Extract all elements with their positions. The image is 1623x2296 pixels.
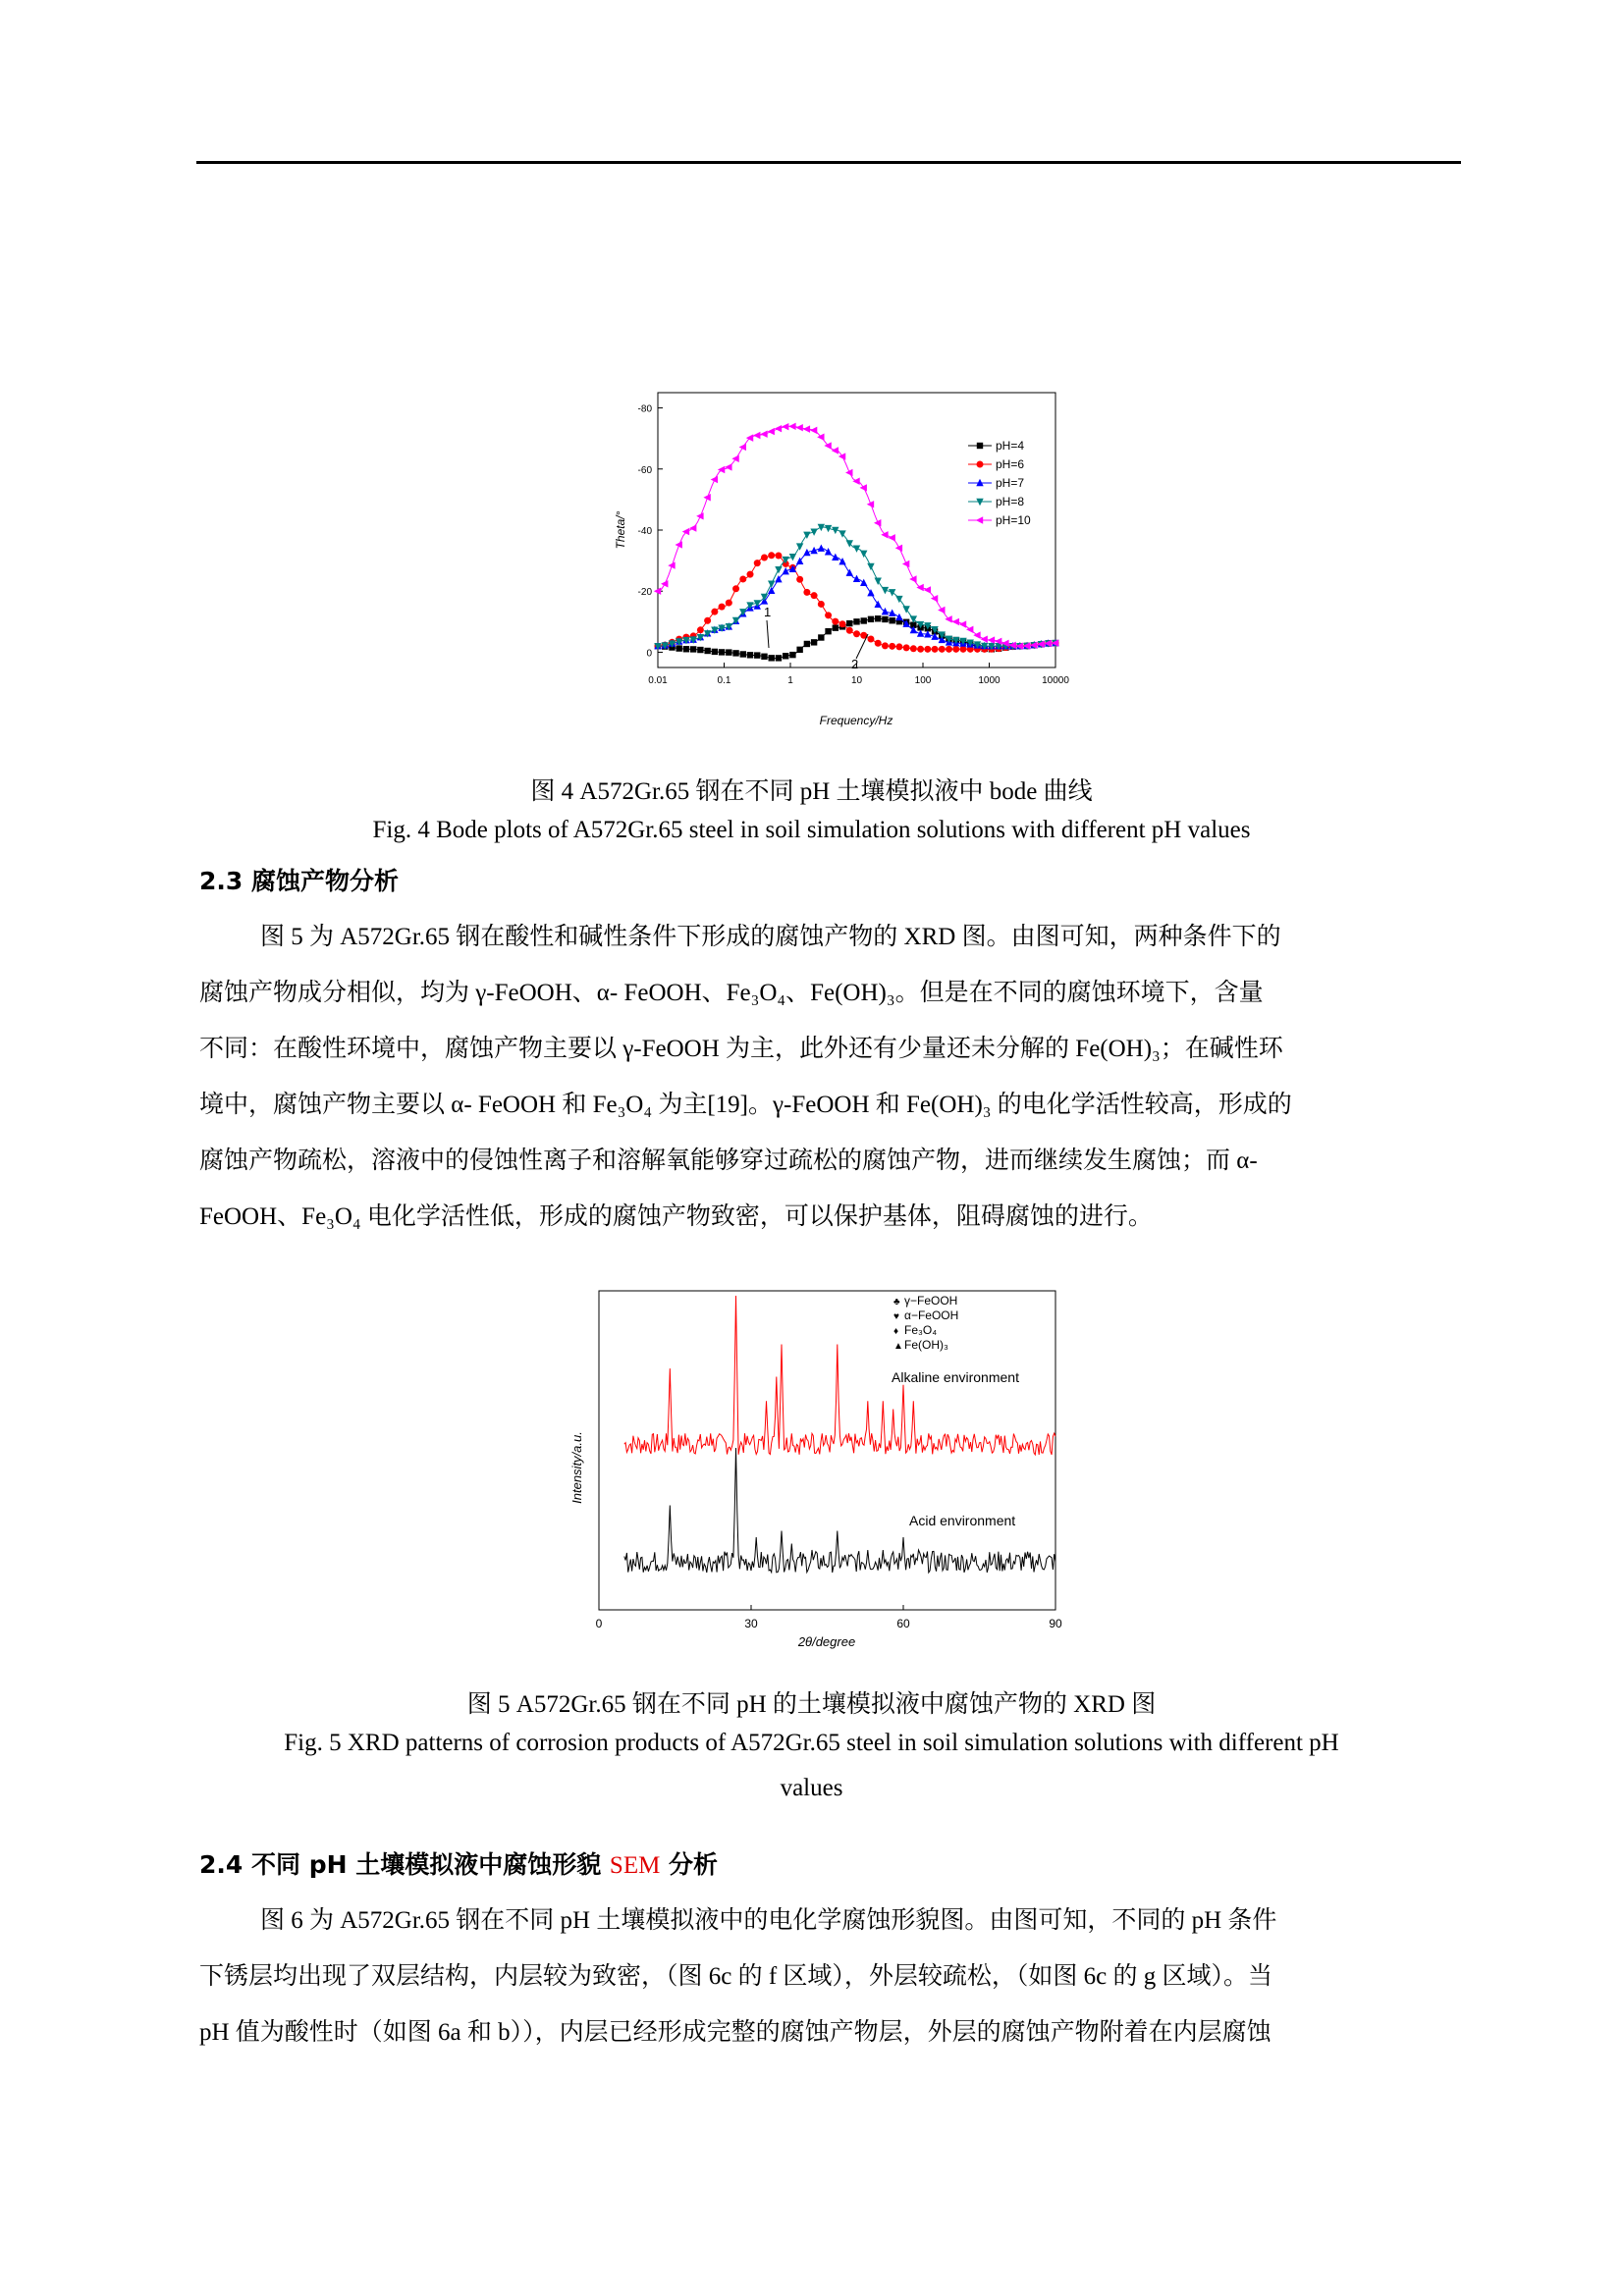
- paragraph-line: 腐蚀产物成分相似，均为 γ-FeOOH、α- FeOOH、Fe₃O₄、Fe(OH)₃。但是在不同的腐蚀环境下，含量: [199, 980, 1264, 1006]
- data-point: [832, 618, 839, 625]
- data-point: [825, 628, 831, 634]
- data-point: [761, 554, 768, 561]
- data-point: [853, 618, 859, 624]
- data-point: [832, 447, 839, 454]
- data-point: [867, 501, 874, 507]
- data-point: [747, 652, 753, 658]
- y-tick-label: 0: [646, 648, 652, 660]
- data-point: [782, 423, 788, 430]
- paragraph-line: pH 值为酸性时（如图 6a 和 b）），内层已经形成完整的腐蚀产物层，外层的腐蚀产物附着在内层腐蚀: [199, 2019, 1271, 2046]
- data-point: [860, 579, 867, 586]
- heading-prefix: 2.4 不同 pH 土壤模拟液中腐蚀形貌: [199, 1850, 610, 1879]
- data-point: [832, 554, 839, 561]
- section-2-4-paragraph: [199, 1893, 1461, 2060]
- data-point: [853, 575, 860, 582]
- data-point: [882, 642, 889, 649]
- figure5-xrd-plot: [560, 1281, 1080, 1659]
- x-tick-label: 1000: [978, 675, 1001, 686]
- figure5-caption-en-line1: Fig. 5 XRD patterns of corrosion products of A572Gr.65 steel in soil simulation solutions with different pH: [284, 1730, 1339, 1756]
- data-point: [683, 646, 689, 652]
- data-point: [732, 585, 739, 592]
- data-point: [895, 545, 902, 552]
- plot-frame: [658, 393, 1055, 667]
- data-point: [661, 580, 668, 587]
- paragraph-line: 不同：在酸性环境中，腐蚀产物主要以 γ-FeOOH 为主，此外还有少量还未分解的 Fe(OH)₃；在碱性环: [199, 1036, 1283, 1062]
- y-tick-label: -20: [637, 587, 652, 599]
- data-point: [795, 424, 802, 431]
- legend-entry: [968, 495, 1024, 508]
- series-pH-4: [655, 615, 1058, 662]
- legend-label: Fe₃O₄: [904, 1323, 938, 1337]
- data-point: [803, 425, 810, 432]
- data-point: [959, 646, 966, 653]
- data-point: [711, 476, 718, 483]
- x-tick-label: 10000: [1042, 675, 1069, 686]
- paragraph-line: FeOOH、Fe₃O₄ 电化学活性低，形成的腐蚀产物致密，可以保护基体，阻碍腐蚀的进行。: [199, 1203, 1153, 1230]
- data-point: [938, 607, 945, 614]
- legend-entry: [893, 1323, 937, 1337]
- heading-highlight: SEM: [609, 1852, 661, 1879]
- x-axis-label: Frequency/Hz: [819, 714, 893, 727]
- data-point: [902, 561, 909, 567]
- data-point: [825, 548, 832, 555]
- series-acid: [624, 1448, 1055, 1573]
- paragraph-line: 图 5 为 A572Gr.65 钢在酸性和碱性条件下形成的腐蚀产物的 XRD 图。由图可知，两种条件下的: [260, 924, 1281, 950]
- data-point: [817, 433, 824, 440]
- paragraph-line: 腐蚀产物疏松，溶液中的侵蚀性离子和溶解氧能够穿过疏松的腐蚀产物，进而继续发生腐蚀；而 α-: [199, 1148, 1258, 1174]
- alkaline-label: Alkaline environment: [892, 1369, 1019, 1385]
- x-tick-label: 0.01: [648, 675, 668, 686]
- data-point: [747, 571, 754, 578]
- data-point: [782, 567, 788, 574]
- data-point: [810, 547, 817, 554]
- legend: [893, 1294, 958, 1352]
- data-point: [860, 551, 867, 558]
- x-axis-label: 2θ/degree: [797, 1634, 856, 1649]
- data-point: [704, 648, 710, 654]
- series-pH-6: [655, 552, 1059, 653]
- data-point: [881, 531, 888, 538]
- data-point: [775, 553, 782, 560]
- legend-label: pH=6: [996, 457, 1025, 471]
- heading-suffix: 分析: [660, 1850, 719, 1879]
- data-point: [775, 425, 782, 432]
- data-point: [895, 643, 902, 650]
- annotation-arrow-1: [767, 620, 769, 648]
- data-point: [775, 566, 782, 573]
- legend-entry: [893, 1294, 957, 1308]
- legend-label: pH=7: [996, 476, 1025, 490]
- legend-entry: [893, 1308, 958, 1322]
- figure5-caption-cn: 图 5 A572Gr.65 钢在不同 pH 的土壤模拟液中腐蚀产物的 XRD 图: [466, 1691, 1157, 1718]
- data-point: [760, 431, 767, 438]
- data-point: [732, 650, 738, 656]
- legend-entry: [968, 513, 1031, 527]
- data-point: [952, 618, 959, 625]
- section-2-3-heading: 2.3 腐蚀产物分析: [199, 867, 399, 895]
- data-point: [853, 630, 860, 637]
- data-point: [931, 595, 938, 602]
- data-point: [796, 576, 803, 583]
- legend-marker: [977, 461, 984, 468]
- data-point: [924, 646, 931, 653]
- data-point: [696, 512, 703, 519]
- legend-marker-icon: ▲: [893, 1341, 903, 1352]
- figure5-caption-en-line2: values: [780, 1775, 843, 1801]
- header-rule: [196, 161, 1461, 164]
- data-point: [818, 545, 825, 552]
- paragraph-line: 下锈层均出现了双层结构，内层较为致密，（图 6c 的 f 区域），外层较疏松，（如图 6c 的 g 区域）。当: [199, 1963, 1273, 1990]
- data-point: [946, 646, 952, 653]
- data-point: [697, 647, 703, 653]
- legend-entry: [968, 457, 1024, 471]
- data-point: [796, 647, 802, 653]
- data-point: [768, 552, 775, 559]
- x-tick-label: 10: [850, 675, 863, 686]
- data-point: [690, 646, 696, 652]
- legend-label: pH=4: [996, 439, 1025, 453]
- data-point: [697, 626, 704, 633]
- data-point: [846, 568, 853, 575]
- data-point: [867, 636, 874, 643]
- x-tick-label: 90: [1049, 1617, 1062, 1630]
- legend-label: γ−FeOOH: [904, 1294, 958, 1308]
- legend-marker: [977, 443, 983, 449]
- legend-entry: [968, 439, 1024, 453]
- data-point: [719, 649, 725, 655]
- data-point: [761, 654, 767, 660]
- data-point: [889, 643, 895, 650]
- legend-label: pH=8: [996, 495, 1025, 508]
- legend-label: α−FeOOH: [904, 1308, 959, 1322]
- data-point: [796, 543, 803, 550]
- data-point: [810, 427, 817, 434]
- data-point: [889, 589, 895, 596]
- series-group: [624, 1296, 1055, 1573]
- data-point: [731, 455, 738, 462]
- data-point: [704, 617, 711, 624]
- data-point: [824, 442, 831, 449]
- data-point: [803, 589, 810, 596]
- data-point: [739, 575, 746, 582]
- y-tick-label: -60: [637, 464, 652, 476]
- y-axis-label: Theta/°: [614, 510, 627, 550]
- data-point: [846, 620, 852, 626]
- data-point: [804, 641, 810, 647]
- x-tick-label: 0.1: [717, 675, 731, 686]
- data-point: [825, 612, 832, 618]
- xrd-trace: [624, 1448, 1055, 1573]
- section-2-4-heading: [199, 1845, 718, 1881]
- y-ticks: [638, 404, 663, 660]
- figure4-bode-plot: [589, 383, 1080, 746]
- data-point: [783, 653, 788, 659]
- data-point: [725, 463, 731, 470]
- data-point: [845, 469, 852, 476]
- data-point: [726, 649, 731, 655]
- data-point: [719, 604, 726, 611]
- y-axis-label: Intensity/a.u.: [569, 1431, 584, 1504]
- legend-entry: [968, 476, 1024, 490]
- data-point: [726, 600, 732, 607]
- data-point: [711, 609, 718, 615]
- data-point: [939, 646, 946, 653]
- data-point: [803, 549, 810, 556]
- data-point: [811, 592, 818, 599]
- data-point: [818, 601, 825, 608]
- figure4-caption-cn: 图 4 A572Gr.65 钢在不同 pH 土壤模拟液中 bode 曲线: [530, 778, 1093, 805]
- data-point: [910, 645, 917, 652]
- legend-marker: [976, 516, 983, 523]
- acid-label: Acid environment: [909, 1513, 1016, 1528]
- data-point: [746, 602, 753, 609]
- data-point: [952, 646, 959, 653]
- data-point: [676, 645, 681, 651]
- data-point: [895, 614, 902, 620]
- data-point: [959, 620, 966, 627]
- data-point: [903, 644, 910, 651]
- data-point: [980, 635, 987, 642]
- legend-entry: [893, 1338, 948, 1352]
- legend-marker-icon: ♣: [893, 1297, 900, 1308]
- data-point: [754, 652, 760, 658]
- data-point: [917, 646, 924, 653]
- data-point: [846, 627, 853, 634]
- data-point: [768, 428, 775, 435]
- data-point: [712, 649, 718, 655]
- data-point: [888, 534, 894, 541]
- data-point: [746, 434, 753, 441]
- data-point: [924, 586, 931, 593]
- x-tick-label: 0: [595, 1617, 603, 1630]
- data-point: [833, 624, 839, 630]
- data-point: [839, 453, 845, 459]
- data-point: [839, 620, 846, 627]
- data-point: [889, 617, 894, 623]
- legend-marker-icon: ♥: [893, 1311, 899, 1322]
- data-point: [874, 578, 881, 585]
- data-point: [788, 423, 795, 430]
- y-tick-label: -80: [637, 403, 652, 415]
- data-point: [739, 444, 746, 451]
- x-ticks: [648, 663, 1069, 686]
- data-point: [867, 563, 874, 570]
- data-point: [811, 639, 817, 645]
- x-ticks: [596, 1605, 1062, 1630]
- figure4-caption-en: Fig. 4 Bode plots of A572Gr.65 steel in soil simulation solutions with different pH values: [372, 817, 1251, 843]
- data-point: [682, 528, 689, 535]
- x-tick-label: 1: [787, 675, 793, 686]
- annotation-1: 1: [764, 605, 772, 619]
- data-point: [689, 524, 696, 531]
- section-2-3-paragraph: [199, 909, 1461, 1245]
- legend: [968, 439, 1031, 527]
- legend-label: pH=10: [996, 513, 1031, 527]
- data-point: [882, 608, 889, 614]
- data-point: [818, 634, 824, 640]
- data-point: [753, 432, 760, 439]
- data-point: [754, 560, 761, 566]
- data-point: [776, 655, 782, 661]
- data-point: [909, 575, 916, 582]
- paragraph-line: 图 6 为 A572Gr.65 钢在不同 pH 土壤模拟液中的电化学腐蚀形貌图。由图可知，不同的 pH 条件: [260, 1907, 1277, 1934]
- x-tick-label: 100: [914, 675, 932, 686]
- data-point: [740, 651, 746, 657]
- data-point: [868, 616, 874, 622]
- data-point: [874, 601, 881, 608]
- x-tick-label: 60: [896, 1617, 910, 1630]
- legend-marker-icon: ♦: [893, 1326, 899, 1337]
- y-tick-label: -40: [637, 526, 652, 537]
- legend-label: Fe(OH)₃: [904, 1338, 948, 1352]
- data-point: [875, 615, 881, 621]
- data-point: [860, 484, 867, 491]
- data-point: [988, 636, 995, 643]
- paragraph-line: 境中，腐蚀产物主要以 α- FeOOH 和 Fe₃O₄ 为主[19]。γ-FeOOH 和 Fe(OH)₃ 的电化学活性较高，形成的: [199, 1092, 1292, 1118]
- data-point: [861, 617, 867, 623]
- annotation-2: 2: [851, 657, 859, 671]
- x-tick-label: 30: [744, 1617, 758, 1630]
- data-point: [882, 616, 888, 622]
- data-point: [875, 640, 882, 647]
- data-point: [789, 652, 795, 658]
- data-point: [932, 646, 939, 653]
- data-point: [769, 655, 775, 661]
